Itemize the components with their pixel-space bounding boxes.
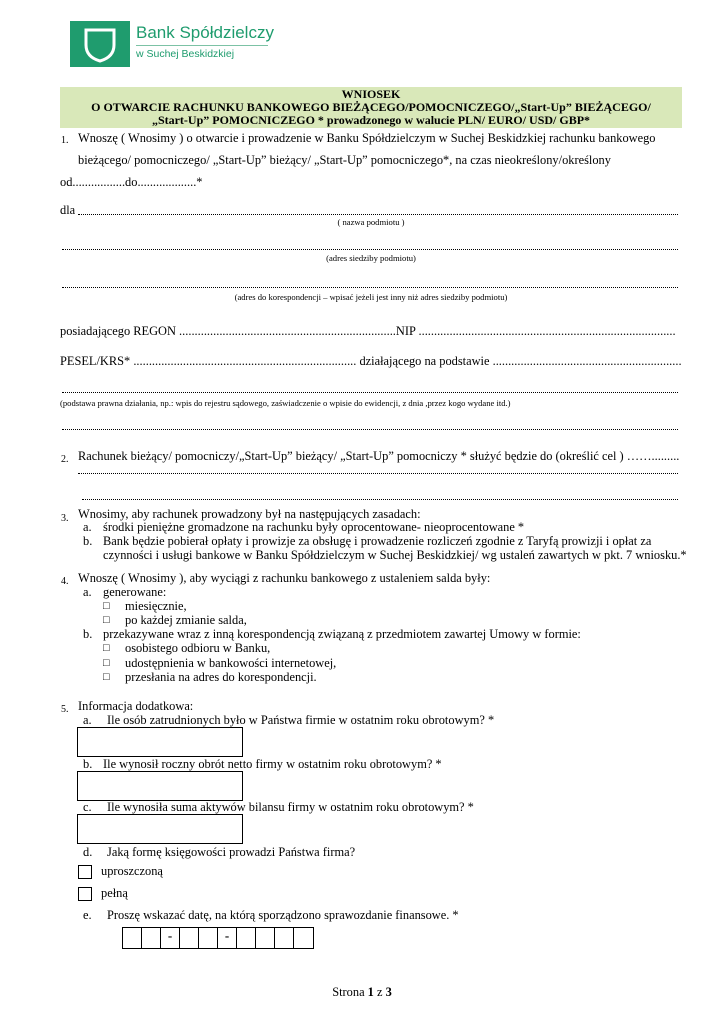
section-3b-label: b.: [83, 534, 93, 548]
form-title: WNIOSEK: [341, 87, 401, 101]
section-5d-label: d.: [83, 845, 93, 859]
section-4-number: 4.: [61, 576, 69, 587]
section-4b-text: przekazywane wraz z inną korespondencją związaną z przedmiotem zawartej Umowy w formie:: [103, 627, 581, 641]
date-cell[interactable]: [142, 928, 161, 948]
option-monthly-label: miesięcznie,: [125, 599, 187, 613]
date-cell[interactable]: [199, 928, 218, 948]
section-4b-label: b.: [83, 627, 93, 641]
section-1-number: 1.: [61, 135, 69, 146]
logo-divider: [136, 45, 268, 46]
page-mid: z: [373, 985, 386, 999]
section-2-number: 2.: [61, 454, 69, 465]
checkbox-full-accounting[interactable]: [78, 887, 92, 901]
section-5a-label: a.: [83, 713, 92, 727]
section-3b-text2[interactable]: czynności i usługi bankowe w Banku Spółdzielczym w Suchej Beskidzkiej/ wg ustaleń zawartych w pkt. 7 wniosku.*: [103, 548, 687, 562]
section-5e-label: e.: [83, 908, 92, 922]
section-5b-label: b.: [83, 757, 93, 771]
legal-basis-caption: (podstawa prawna działania, np.: wpis do rejestru sądowego, zaświadczenie o wpisie do ewidencji, z dnia ,przez kogo wydane itd.): [60, 398, 511, 408]
page-current: 1: [367, 985, 374, 999]
date-separator: -: [161, 928, 180, 948]
checkbox-balance-change-icon[interactable]: □: [103, 614, 110, 626]
report-date-input[interactable]: [122, 927, 314, 949]
section-3a-label: a.: [83, 520, 92, 534]
checkbox-monthly-icon[interactable]: □: [103, 600, 110, 612]
date-cell[interactable]: [275, 928, 294, 948]
section-2-text[interactable]: Rachunek bieżący/ pomocniczy/„Start-Up” bieżący/ „Start-Up” pomocniczy * służyć będzie do (określić cel ) …….........: [78, 449, 680, 463]
logo-subtitle: w Suchej Beskidzkiej: [136, 48, 235, 60]
option-full-accounting-label: pełną: [101, 886, 128, 900]
checkbox-simplified-accounting[interactable]: [78, 865, 92, 879]
entity-name-field[interactable]: [78, 214, 678, 215]
logo-name: Bank Spółdzielczy: [136, 23, 274, 42]
dla-label: dla: [60, 203, 76, 217]
correspondence-address-caption: (adres do korespondencji – wpisać jeżeli jest inny niż adres siedziby podmiotu): [234, 292, 508, 302]
entity-address-field[interactable]: [62, 249, 678, 250]
correspondence-address-field[interactable]: [62, 287, 678, 288]
section-5c-text: Ile wynosiła suma aktywów bilansu firmy w ostatnim roku obrotowym? *: [107, 800, 474, 814]
option-personal-pickup-label: osobistego odbioru w Banku,: [125, 641, 271, 655]
section-3-intro: Wnosimy, aby rachunek prowadzony był na następujących zasadach:: [78, 507, 421, 521]
page-number: [0, 985, 724, 1000]
form-header: [60, 87, 682, 128]
page-total: 3: [385, 985, 392, 999]
account-purpose-field-2[interactable]: [82, 499, 678, 500]
section-4a-text: generowane:: [103, 585, 167, 599]
turnover-input[interactable]: [77, 771, 243, 801]
option-simplified-accounting-label: uproszczoną: [101, 864, 163, 878]
date-cell[interactable]: [256, 928, 275, 948]
entity-address-caption: (adres siedziby podmiotu): [326, 253, 416, 263]
section-1-period[interactable]: od.................do...................*: [60, 175, 203, 189]
page-prefix: Strona: [332, 985, 368, 999]
section-5d-text: Jaką formę księgowości prowadzi Państwa firma?: [107, 845, 356, 859]
checkbox-online-banking-icon[interactable]: □: [103, 657, 110, 669]
section-4-intro: Wnoszę ( Wnosimy ), aby wyciągi z rachunku bankowego z ustaleniem salda były:: [78, 571, 491, 585]
regon-nip-field[interactable]: posiadającego REGON ......................................................................NIP ...................................................................................: [60, 324, 676, 338]
form-title-line2: O OTWARCIE RACHUNKU BANKOWEGO BIEŻĄCEGO/POMOCNICZEGO/„Start-Up” BIEŻĄCEGO/: [91, 100, 651, 114]
date-cell[interactable]: [180, 928, 199, 948]
section-1-text-line1: Wnoszę ( Wnosimy ) o otwarcie i prowadzenie w Banku Spółdzielczym w Suchej Beskidzkiej rachunku bankowego: [78, 131, 656, 145]
checkbox-mail-icon[interactable]: □: [103, 671, 110, 683]
pesel-krs-field[interactable]: PESEL/KRS* ........................................................................ działającego na podstawie .............................................................: [60, 354, 682, 368]
option-balance-change-label: po każdej zmianie salda,: [125, 613, 247, 627]
section-3a-text[interactable]: środki pieniężne gromadzone na rachunku były oprocentowane- nieoprocentowane *: [103, 520, 525, 534]
logo-shield-icon: [70, 21, 130, 67]
checkbox-personal-pickup-icon[interactable]: □: [103, 642, 110, 654]
bank-logo: [70, 20, 274, 70]
legal-basis-field[interactable]: [62, 392, 678, 393]
form-title-line3: „Start-Up” POMOCNICZEGO * prowadzonego w walucie PLN/ EURO/ USD/ GBP*: [151, 113, 591, 127]
section-5c-label: c.: [83, 800, 92, 814]
section-5b-text: Ile wynosił roczny obrót netto firmy w ostatnim roku obrotowym? *: [103, 757, 442, 771]
section-4a-label: a.: [83, 585, 92, 599]
date-cell[interactable]: [294, 928, 313, 948]
entity-name-caption: ( nazwa podmiotu ): [337, 217, 405, 227]
option-online-banking-label: udostępnienia w bankowości internetowej,: [125, 656, 337, 670]
option-mail-label: przesłania na adres do korespondencji.: [125, 670, 317, 684]
date-separator: -: [218, 928, 237, 948]
employees-input[interactable]: [77, 727, 243, 757]
section-5e-text: Proszę wskazać datę, na którą sporządzono sprawozdanie finansowe. *: [107, 908, 459, 922]
section-5-intro: Informacja dodatkowa:: [78, 699, 194, 713]
date-cell[interactable]: [237, 928, 256, 948]
total-assets-input[interactable]: [77, 814, 243, 844]
date-cell[interactable]: [123, 928, 142, 948]
section-5-number: 5.: [61, 704, 69, 715]
section-1-text-line2: bieżącego/ pomocniczego/ „Start-Up” bieżący/ „Start-Up” pomocniczego*, na czas nieokreślony/określony: [78, 153, 611, 167]
section-5a-text: Ile osób zatrudnionych było w Państwa firmie w ostatnim roku obrotowym? *: [107, 713, 495, 727]
section-3b-text1[interactable]: Bank będzie pobierał opłaty i prowizje za obsługę i prowadzenie rozliczeń zgodnie z Taryfą prowizji i opłat za: [103, 534, 652, 548]
section-3-number: 3.: [61, 513, 69, 524]
account-purpose-field[interactable]: [78, 473, 678, 474]
legal-basis-field-2[interactable]: [62, 429, 678, 430]
